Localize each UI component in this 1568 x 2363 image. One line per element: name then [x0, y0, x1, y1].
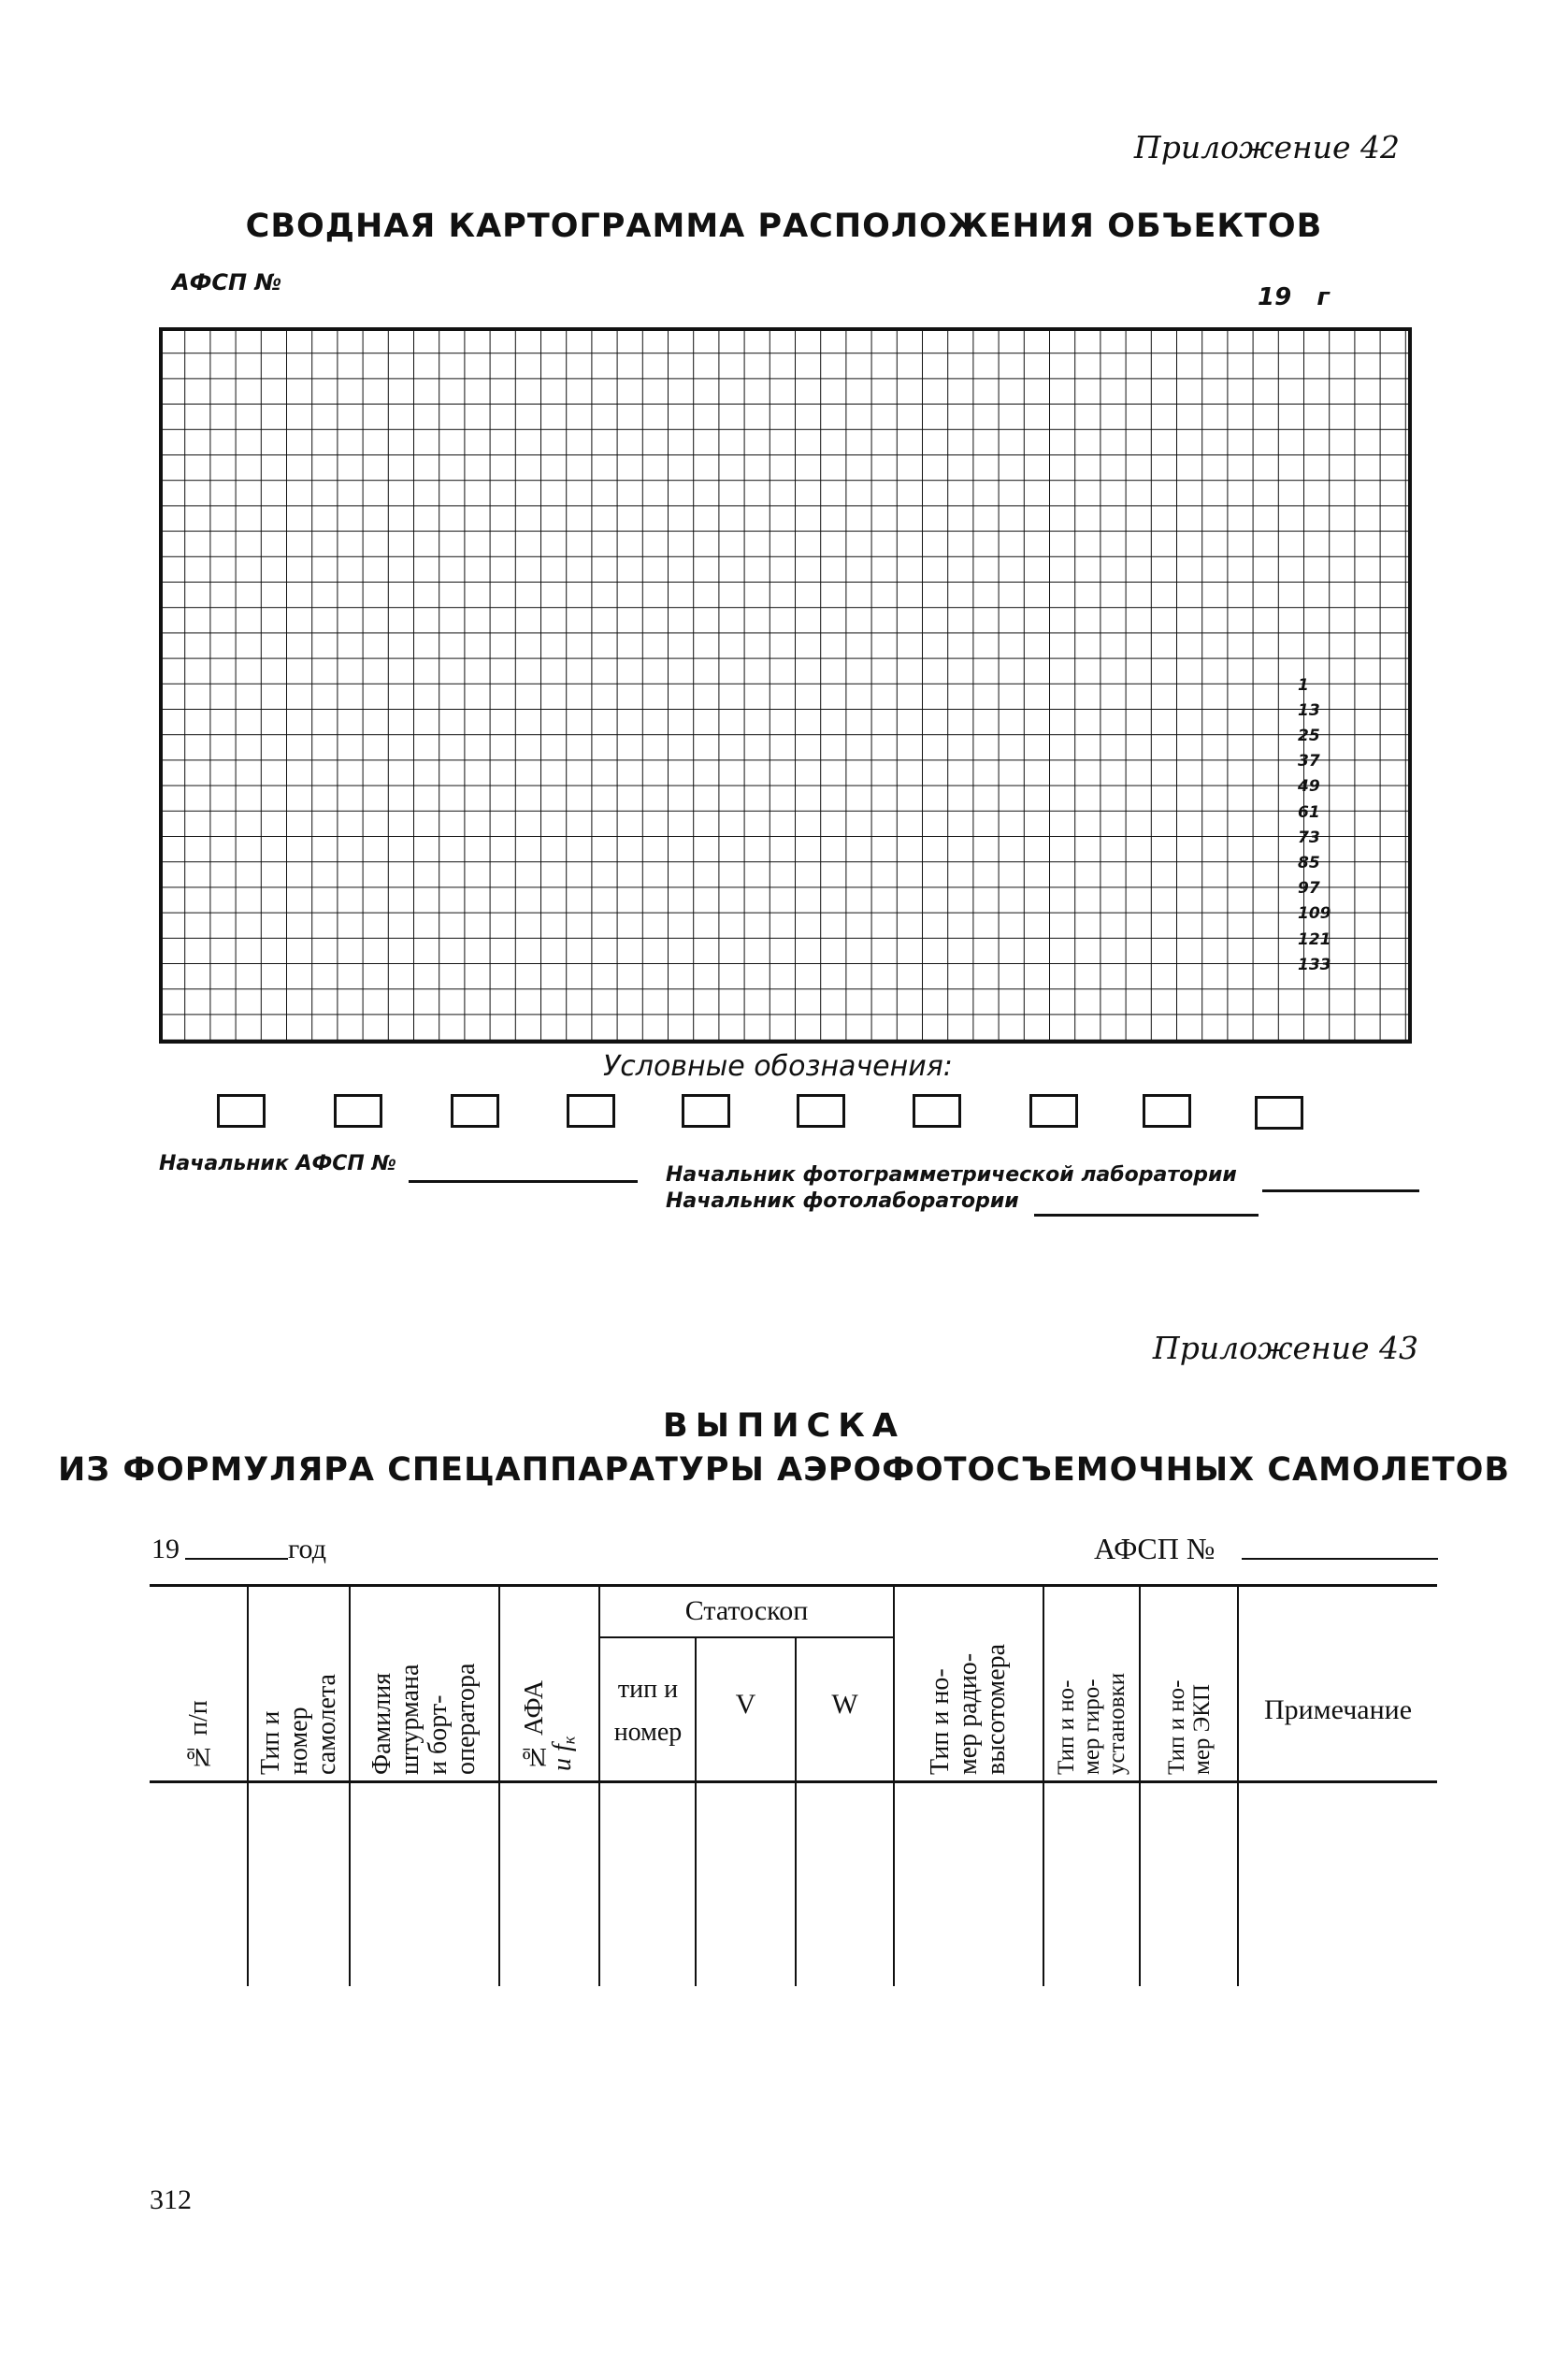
- signature-afsp-label: Начальник АФСП №: [159, 1152, 396, 1175]
- afsp-number-label: АФСП №: [172, 269, 282, 295]
- col-header-stat-type: тип и номер: [613, 1675, 683, 1747]
- year-suffix: год: [288, 1534, 326, 1564]
- legend-symbol-box: [567, 1094, 615, 1128]
- signature-photogrammetry-line: [1262, 1189, 1419, 1192]
- legend-symbol-box: [1255, 1096, 1303, 1130]
- frame-number: 61: [1298, 803, 1320, 822]
- appendix-42-label: Приложение 42: [1133, 129, 1400, 166]
- legend-symbol-box: [1029, 1094, 1078, 1128]
- legend-symbol-box: [217, 1094, 266, 1128]
- col-header-afa: и $f_к$ № АФА: [519, 1679, 579, 1771]
- cartogram-grid: [159, 327, 1414, 1047]
- legend-symbol-box: [797, 1094, 845, 1128]
- frame-number: 73: [1298, 828, 1320, 847]
- col-header-stat-v: V: [735, 1689, 756, 1720]
- legend-symbol-box: [682, 1094, 730, 1128]
- frame-number: 85: [1298, 854, 1320, 872]
- frame-number: 13: [1298, 701, 1320, 720]
- group-header-statoscope: Статоскоп: [684, 1595, 809, 1626]
- legend-symbol-box: [334, 1094, 382, 1128]
- col-header-notes: Примечание: [1263, 1694, 1413, 1725]
- frame-number: 133: [1298, 956, 1331, 974]
- col-header-radio-altimeter: высотомера мер радио- Тип и но-: [926, 1644, 1011, 1775]
- frame-number: 37: [1298, 752, 1320, 771]
- legend-symbol-box: [451, 1094, 499, 1128]
- col-header-gyro: установки мер гиро- Тип и но-: [1053, 1672, 1129, 1775]
- afsp-label-43: АФСП №: [1094, 1532, 1216, 1565]
- signature-photogrammetry-label: Начальник фотограмметрической лаборатории: [666, 1163, 1237, 1187]
- signature-photolab-label: Начальник фотолаборатории: [666, 1189, 1019, 1213]
- signature-afsp-line: [409, 1180, 638, 1183]
- frame-number: 49: [1298, 777, 1320, 796]
- legend-symbol-box: [913, 1094, 961, 1128]
- afsp-blank-line: [1242, 1558, 1438, 1560]
- frame-number: 109: [1298, 904, 1331, 923]
- col-header-ekp: мер ЭКП Тип и но-: [1164, 1679, 1215, 1775]
- page-number: 312: [150, 2184, 192, 2215]
- equipment-table: [150, 1584, 1437, 1986]
- legend-title: Условные обозначения:: [603, 1050, 953, 1083]
- frame-number: 1: [1298, 676, 1309, 695]
- year-blank-line: [185, 1558, 288, 1560]
- col-header-navigator: оператора и борт- штурмана Фамилия: [367, 1663, 481, 1775]
- extract-subtitle: ИЗ ФОРМУЛЯРА СПЕЦАППАРАТУРЫ АЭРОФОТОСЪЕМОЧНЫХ САМОЛЕТОВ: [57, 1451, 1510, 1489]
- col-header-stat-w: W: [831, 1689, 858, 1720]
- appendix-43-label: Приложение 43: [1152, 1330, 1418, 1366]
- legend-symbol-box: [1143, 1094, 1191, 1128]
- extract-title: ВЫПИСКА: [663, 1407, 905, 1445]
- frame-number: 97: [1298, 879, 1320, 898]
- col-header-number: № п/п: [184, 1700, 213, 1771]
- signature-photolab-line: [1034, 1214, 1259, 1217]
- col-header-aircraft: самолета номер Тип и: [256, 1674, 341, 1775]
- cartogram-title: СВОДНАЯ КАРТОГРАММА РАСПОЛОЖЕНИЯ ОБЪЕКТОВ: [245, 208, 1323, 245]
- frame-number: 121: [1298, 930, 1331, 949]
- year-prefix: 19: [151, 1534, 180, 1564]
- year-label: 19 г: [1258, 283, 1330, 311]
- frame-number: 25: [1298, 727, 1320, 745]
